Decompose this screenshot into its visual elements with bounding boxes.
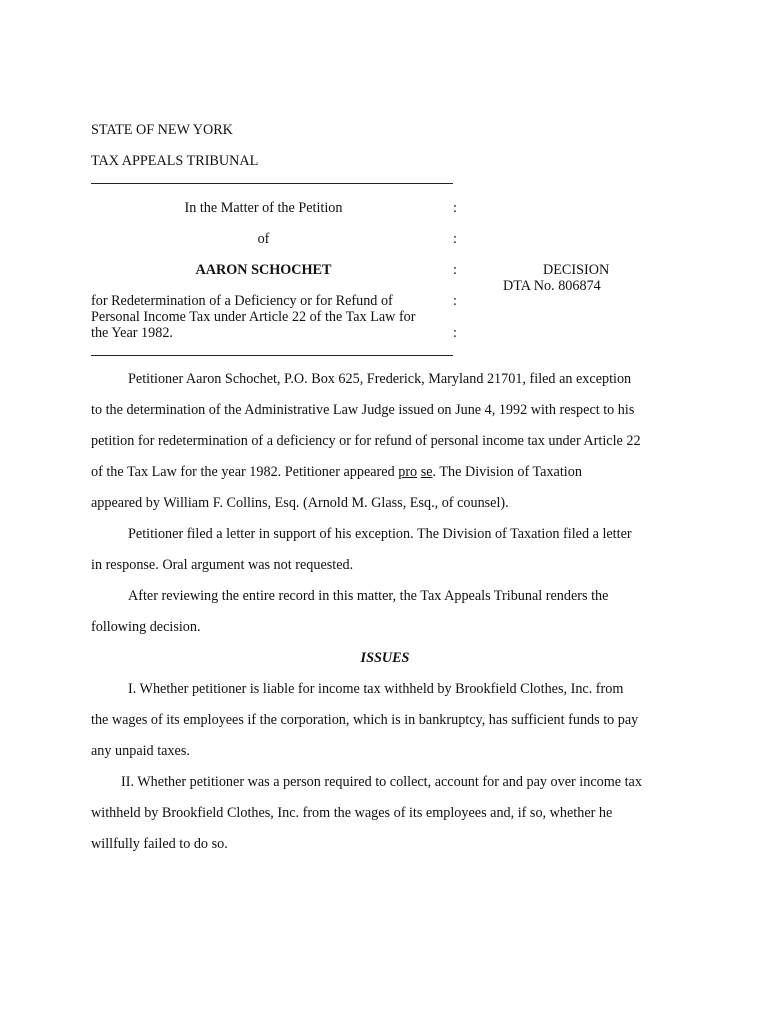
caption-bottom-rule bbox=[91, 355, 453, 356]
state-heading: STATE OF NEW YORK bbox=[91, 122, 233, 138]
paragraph-line bbox=[91, 464, 582, 481]
dta-number: DTA No. 806874 bbox=[503, 278, 601, 294]
decision-label: DECISION bbox=[543, 262, 610, 278]
issue-line: any unpaid taxes. bbox=[91, 743, 190, 759]
paragraph-line: petition for redetermination of a deficiency or for refund of personal income tax under Article 22 bbox=[91, 433, 641, 449]
petitioner-name: AARON SCHOCHET bbox=[195, 262, 332, 278]
line-text: . The Division of Taxation bbox=[432, 464, 582, 480]
paragraph-line: After reviewing the entire record in this matter, the Tax Appeals Tribunal renders the bbox=[128, 588, 609, 604]
purpose-line: Personal Income Tax under Article 22 of the Tax Law for bbox=[91, 309, 416, 325]
tribunal-heading: TAX APPEALS TRIBUNAL bbox=[91, 153, 259, 169]
issue-line: I. Whether petitioner is liable for income tax withheld by Brookfield Clothes, Inc. from bbox=[128, 681, 624, 697]
of-line: of bbox=[257, 231, 270, 247]
issue-line: II. Whether petitioner was a person required to collect, account for and pay over income tax bbox=[121, 774, 642, 790]
issue-line: the wages of its employees if the corporation, which is in bankruptcy, has sufficient funds to pay bbox=[91, 712, 639, 728]
caption-colon: : bbox=[453, 262, 457, 278]
issue-line: withheld by Brookfield Clothes, Inc. from the wages of its employees and, if so, whether he bbox=[91, 805, 613, 821]
matter-line: In the Matter of the Petition bbox=[184, 200, 343, 216]
paragraph-line: Petitioner Aaron Schochet, P.O. Box 625, Frederick, Maryland 21701, filed an exception bbox=[128, 371, 632, 387]
issues-heading: ISSUES bbox=[360, 650, 410, 666]
paragraph-line: following decision. bbox=[91, 619, 201, 635]
purpose-line: the Year 1982. bbox=[91, 325, 173, 341]
caption-colon: : bbox=[453, 231, 457, 247]
pro-se-term: pro bbox=[398, 464, 418, 480]
caption-colon: : bbox=[453, 293, 457, 309]
caption-colon: : bbox=[453, 200, 457, 216]
caption-top-rule bbox=[91, 183, 453, 184]
purpose-line: for Redetermination of a Deficiency or for Refund of bbox=[91, 293, 393, 309]
line-text: of the Tax Law for the year 1982. Petitioner appeared bbox=[91, 464, 399, 480]
paragraph-line: Petitioner filed a letter in support of his exception. The Division of Taxation filed a letter bbox=[128, 526, 632, 542]
caption-colon: : bbox=[453, 325, 457, 341]
pro-se-term: se bbox=[420, 464, 433, 480]
issue-line: willfully failed to do so. bbox=[91, 836, 228, 852]
paragraph-line: appeared by William F. Collins, Esq. (Arnold M. Glass, Esq., of counsel). bbox=[91, 495, 509, 511]
paragraph-line: to the determination of the Administrative Law Judge issued on June 4, 1992 with respect to his bbox=[91, 402, 635, 418]
paragraph-line: in response. Oral argument was not requested. bbox=[91, 557, 354, 573]
